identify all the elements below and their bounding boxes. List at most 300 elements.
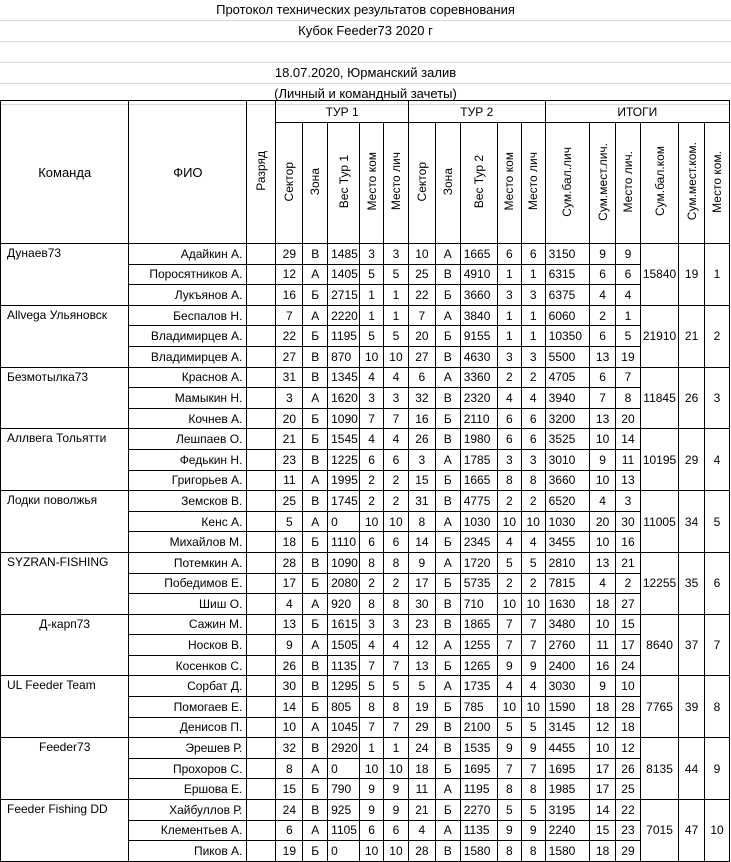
tour2-cell: 2: [497, 491, 521, 512]
total-personal-cell: 7815: [545, 573, 590, 594]
header-tour2: ТУР 2: [408, 101, 545, 123]
tour2-cell: 24: [408, 738, 435, 759]
team-name: SYZRAN-FISHING: [1, 552, 129, 614]
total-personal-cell: 9: [590, 676, 616, 697]
tour1-cell: 7: [360, 408, 384, 429]
tour2-cell: 1665: [460, 470, 497, 491]
participant-name: Кенс А.: [129, 511, 247, 532]
team-sum-place: 39: [679, 676, 705, 738]
tour1-cell: 29: [276, 244, 303, 265]
participant-rank: [247, 388, 276, 409]
tour2-cell: 8: [497, 841, 521, 862]
tour1-cell: 14: [276, 697, 303, 718]
total-personal-cell: 26: [616, 758, 641, 779]
team-sum-place: 35: [679, 552, 705, 614]
team-sum-ball: 12255: [640, 552, 678, 614]
total-personal-cell: 13: [590, 346, 616, 367]
tour2-cell: 4775: [460, 491, 497, 512]
tour2-cell: А: [435, 244, 460, 265]
tour1-cell: А: [303, 305, 328, 326]
table-row: [1, 244, 730, 265]
tour1-cell: 10: [384, 511, 409, 532]
total-personal-cell: 2: [616, 573, 641, 594]
tour1-cell: 27: [276, 346, 303, 367]
total-personal-cell: 3150: [545, 244, 590, 265]
tour2-cell: 10: [521, 594, 545, 615]
tour2-cell: 5735: [460, 573, 497, 594]
tour1-cell: 1345: [328, 367, 360, 388]
total-personal-cell: 16: [616, 532, 641, 553]
participant-name: Помогаев Е.: [129, 697, 247, 718]
tour2-cell: 4910: [460, 264, 497, 285]
total-personal-cell: 15: [590, 820, 616, 841]
tour1-cell: 10: [276, 717, 303, 738]
tour1-cell: 10: [360, 758, 384, 779]
total-personal-cell: 7: [590, 388, 616, 409]
tour1-cell: 2920: [328, 738, 360, 759]
tour2-cell: Б: [435, 800, 460, 821]
tour2-cell: 25: [408, 264, 435, 285]
tour2-cell: 1265: [460, 655, 497, 676]
tour1-cell: 6: [360, 532, 384, 553]
tour1-cell: В: [303, 676, 328, 697]
tour2-cell: 1195: [460, 779, 497, 800]
tour2-cell: 3: [497, 346, 521, 367]
participant-name: Победимов Е.: [129, 573, 247, 594]
total-personal-cell: 13: [590, 408, 616, 429]
total-personal-cell: 24: [616, 655, 641, 676]
team-place: 2: [705, 305, 730, 367]
total-personal-cell: 3145: [545, 717, 590, 738]
total-personal-cell: 1580: [545, 841, 590, 862]
tour1-cell: 1405: [328, 264, 360, 285]
total-personal-cell: 3195: [545, 800, 590, 821]
total-personal-cell: 3455: [545, 532, 590, 553]
header-t2-col: Зона: [435, 123, 460, 244]
total-personal-cell: 10: [590, 470, 616, 491]
header-tot-col: Место ком.: [705, 123, 730, 244]
table-row: [1, 305, 730, 326]
tour1-cell: 3: [384, 388, 409, 409]
tour2-cell: 1: [497, 305, 521, 326]
table-row: [1, 491, 730, 512]
team-place: 7: [705, 614, 730, 676]
tour1-cell: 4: [360, 635, 384, 656]
tour2-cell: 30: [408, 594, 435, 615]
tour1-cell: 2: [360, 470, 384, 491]
tour1-cell: 3: [360, 388, 384, 409]
tour2-cell: 6: [408, 367, 435, 388]
total-personal-cell: 3010: [545, 449, 590, 470]
tour2-cell: 2110: [460, 408, 497, 429]
participant-name: Адайкин А.: [129, 244, 247, 265]
tour2-cell: В: [435, 264, 460, 285]
tour2-cell: 3: [497, 285, 521, 306]
team-name: Лодки поволжья: [1, 491, 129, 553]
participant-rank: [247, 635, 276, 656]
tour2-cell: 1255: [460, 635, 497, 656]
tour2-cell: 7: [497, 635, 521, 656]
tour2-cell: 17: [408, 573, 435, 594]
total-personal-cell: 1695: [545, 758, 590, 779]
tour2-cell: 3840: [460, 305, 497, 326]
tour2-cell: 5: [521, 552, 545, 573]
total-personal-cell: 5: [616, 326, 641, 347]
tour1-cell: Б: [303, 326, 328, 347]
tour1-cell: 10: [384, 758, 409, 779]
participant-rank: [247, 800, 276, 821]
tour1-cell: 3: [384, 614, 409, 635]
tour1-cell: В: [303, 800, 328, 821]
participant-name: Земсков В.: [129, 491, 247, 512]
participant-name: Прохоров С.: [129, 758, 247, 779]
tour2-cell: 5: [521, 800, 545, 821]
tour1-cell: 2220: [328, 305, 360, 326]
tour2-cell: 1720: [460, 552, 497, 573]
tour1-cell: Б: [303, 408, 328, 429]
total-personal-cell: 28: [616, 697, 641, 718]
tour2-cell: 8: [408, 511, 435, 532]
tour2-cell: А: [435, 552, 460, 573]
total-personal-cell: 14: [590, 800, 616, 821]
participant-rank: [247, 491, 276, 512]
tour1-cell: 5: [360, 676, 384, 697]
tour1-cell: 1: [384, 305, 409, 326]
tour1-cell: 2: [384, 573, 409, 594]
tour2-cell: 3: [521, 285, 545, 306]
results-table: [0, 100, 730, 862]
team-sum-place: 47: [679, 800, 705, 862]
tour1-cell: В: [303, 738, 328, 759]
tour2-cell: 5: [497, 717, 521, 738]
total-personal-cell: 3525: [545, 429, 590, 450]
tour1-cell: В: [303, 449, 328, 470]
tour1-cell: 10: [360, 511, 384, 532]
total-personal-cell: 6520: [545, 491, 590, 512]
participant-rank: [247, 717, 276, 738]
team-place: 8: [705, 676, 730, 738]
tour2-cell: 9: [497, 820, 521, 841]
tour1-cell: 9: [384, 800, 409, 821]
total-personal-cell: 6: [616, 264, 641, 285]
tour2-cell: 13: [408, 655, 435, 676]
team-sum-ball: 11845: [640, 367, 678, 429]
title-line-1: Протокол технических результатов соревнования: [0, 0, 731, 21]
total-personal-cell: 1: [616, 305, 641, 326]
total-personal-cell: 6: [590, 367, 616, 388]
header-fio: ФИО: [129, 101, 247, 244]
header-t1-col: Место ком: [360, 123, 384, 244]
tour1-cell: 925: [328, 800, 360, 821]
tour1-cell: 25: [276, 491, 303, 512]
tour1-cell: 4: [384, 429, 409, 450]
tour1-cell: 5: [384, 676, 409, 697]
tour2-cell: В: [435, 738, 460, 759]
total-personal-cell: 13: [616, 470, 641, 491]
tour2-cell: 2: [521, 367, 545, 388]
title-line-4: 18.07.2020, Юрманский залив: [0, 63, 731, 84]
tour1-cell: 6: [276, 820, 303, 841]
table-row: [1, 552, 730, 573]
tour1-cell: А: [303, 594, 328, 615]
tour2-cell: 9: [521, 655, 545, 676]
total-personal-cell: 22: [616, 800, 641, 821]
tour2-cell: 5: [521, 717, 545, 738]
tour1-cell: 8: [360, 552, 384, 573]
tour2-cell: В: [435, 717, 460, 738]
tour2-cell: 6: [497, 244, 521, 265]
tour1-cell: Б: [303, 779, 328, 800]
total-personal-cell: 4705: [545, 367, 590, 388]
tour2-cell: 710: [460, 594, 497, 615]
header-totals: ИТОГИ: [545, 101, 729, 123]
tour2-cell: 5: [497, 552, 521, 573]
total-personal-cell: 12: [616, 738, 641, 759]
tour2-cell: 2: [521, 573, 545, 594]
title-line-5: (Личный и командный зачеты): [0, 84, 731, 105]
tour1-cell: 26: [276, 655, 303, 676]
participant-rank: [247, 552, 276, 573]
tour1-cell: 21: [276, 429, 303, 450]
tour2-cell: 10: [497, 697, 521, 718]
total-personal-cell: 3660: [545, 470, 590, 491]
team-sum-ball: 10195: [640, 429, 678, 491]
team-place: 3: [705, 367, 730, 429]
header-t1-col: Зона: [303, 123, 328, 244]
total-personal-cell: 30: [616, 511, 641, 532]
tour2-cell: 1535: [460, 738, 497, 759]
tour2-cell: 1980: [460, 429, 497, 450]
tour1-cell: В: [303, 346, 328, 367]
tour1-cell: 2715: [328, 285, 360, 306]
team-name: Feeder Fishing DD: [1, 800, 129, 862]
tour1-cell: 6: [360, 820, 384, 841]
total-personal-cell: 3200: [545, 408, 590, 429]
tour1-cell: Б: [303, 614, 328, 635]
tour1-cell: Б: [303, 532, 328, 553]
participant-rank: [247, 594, 276, 615]
tour2-cell: 6: [521, 429, 545, 450]
tour1-cell: 19: [276, 841, 303, 862]
tour2-cell: Б: [435, 758, 460, 779]
tour2-cell: 1580: [460, 841, 497, 862]
tour2-cell: 9: [521, 820, 545, 841]
total-personal-cell: 10: [590, 532, 616, 553]
header-t2-col: Место ком: [497, 123, 521, 244]
participant-name: Денисов П.: [129, 717, 247, 738]
participant-rank: [247, 429, 276, 450]
participant-name: Сажин М.: [129, 614, 247, 635]
tour2-cell: 26: [408, 429, 435, 450]
tour2-cell: 19: [408, 697, 435, 718]
total-personal-cell: 4455: [545, 738, 590, 759]
tour2-cell: 7: [521, 758, 545, 779]
tour1-cell: 8: [360, 594, 384, 615]
tour1-cell: 1045: [328, 717, 360, 738]
team-place: 9: [705, 738, 730, 800]
team-name: Безмотылка73: [1, 367, 129, 429]
tour1-cell: В: [303, 244, 328, 265]
tour2-cell: Б: [435, 285, 460, 306]
tour2-cell: 1865: [460, 614, 497, 635]
participant-rank: [247, 326, 276, 347]
team-place: 10: [705, 800, 730, 862]
tour1-cell: 9: [360, 800, 384, 821]
tour2-cell: В: [435, 841, 460, 862]
total-personal-cell: 4: [616, 285, 641, 306]
tour1-cell: А: [303, 470, 328, 491]
team-name: Дунаев73: [1, 244, 129, 306]
tour1-cell: 9: [360, 779, 384, 800]
tour2-cell: 8: [521, 779, 545, 800]
tour1-cell: 1195: [328, 326, 360, 347]
tour2-cell: 7: [497, 758, 521, 779]
tour1-cell: 870: [328, 346, 360, 367]
total-personal-cell: 12: [590, 717, 616, 738]
tour1-cell: 920: [328, 594, 360, 615]
tour1-cell: 10: [360, 841, 384, 862]
tour1-cell: 1505: [328, 635, 360, 656]
tour1-cell: 1620: [328, 388, 360, 409]
tour1-cell: 7: [384, 655, 409, 676]
team-name: Feeder73: [1, 738, 129, 800]
team-sum-ball: 8640: [640, 614, 678, 676]
tour1-cell: 2: [360, 491, 384, 512]
participant-rank: [247, 285, 276, 306]
total-personal-cell: 2760: [545, 635, 590, 656]
tour2-cell: 7: [521, 614, 545, 635]
participant-name: Лешпаев О.: [129, 429, 247, 450]
tour1-cell: 3: [360, 614, 384, 635]
tour1-cell: 2: [384, 491, 409, 512]
total-personal-cell: 17: [590, 779, 616, 800]
total-personal-cell: 9: [590, 244, 616, 265]
tour1-cell: 1090: [328, 408, 360, 429]
total-personal-cell: 3: [616, 491, 641, 512]
tour2-cell: 5: [408, 676, 435, 697]
team-sum-place: 21: [679, 305, 705, 367]
total-personal-cell: 25: [616, 779, 641, 800]
total-personal-cell: 10350: [545, 326, 590, 347]
tour2-cell: 6: [521, 408, 545, 429]
tour2-cell: 4: [521, 676, 545, 697]
tour1-cell: 7: [276, 305, 303, 326]
tour1-cell: 4: [384, 367, 409, 388]
tour2-cell: 3: [521, 449, 545, 470]
tour2-cell: 1: [497, 326, 521, 347]
tour1-cell: 790: [328, 779, 360, 800]
team-sum-ball: 7015: [640, 800, 678, 862]
total-personal-cell: 17: [616, 635, 641, 656]
tour2-cell: 7: [521, 635, 545, 656]
tour2-cell: 1665: [460, 244, 497, 265]
tour2-cell: 14: [408, 532, 435, 553]
tour2-cell: 11: [408, 779, 435, 800]
tour2-cell: 785: [460, 697, 497, 718]
tour2-cell: 4: [408, 820, 435, 841]
total-personal-cell: 1030: [545, 511, 590, 532]
team-sum-place: 44: [679, 738, 705, 800]
participant-name: Григорьев А.: [129, 470, 247, 491]
tour2-cell: Б: [435, 326, 460, 347]
tour1-cell: 20: [276, 408, 303, 429]
total-personal-cell: 21: [616, 552, 641, 573]
tour2-cell: 32: [408, 388, 435, 409]
tour1-cell: А: [303, 264, 328, 285]
tour2-cell: 2: [497, 573, 521, 594]
team-sum-place: 29: [679, 429, 705, 491]
tour2-cell: 20: [408, 326, 435, 347]
tour2-cell: Б: [435, 470, 460, 491]
team-sum-place: 34: [679, 491, 705, 553]
tour2-cell: 1: [521, 305, 545, 326]
tour2-cell: 2: [497, 367, 521, 388]
participant-name: Поросятников А.: [129, 264, 247, 285]
total-personal-cell: 1630: [545, 594, 590, 615]
tour2-cell: 3: [408, 449, 435, 470]
tour2-cell: А: [435, 367, 460, 388]
tour1-cell: 1295: [328, 676, 360, 697]
participant-name: Эрешев Р.: [129, 738, 247, 759]
tour1-cell: 4: [276, 594, 303, 615]
participant-rank: [247, 532, 276, 553]
tour2-cell: 2320: [460, 388, 497, 409]
tour2-cell: 8: [521, 841, 545, 862]
tour2-cell: 4: [497, 532, 521, 553]
tour1-cell: 1: [360, 738, 384, 759]
total-personal-cell: 23: [616, 820, 641, 841]
team-sum-ball: 15840: [640, 244, 678, 306]
tour1-cell: 1110: [328, 532, 360, 553]
tour2-cell: А: [435, 511, 460, 532]
tour1-cell: В: [303, 367, 328, 388]
participant-rank: [247, 655, 276, 676]
total-personal-cell: 18: [590, 841, 616, 862]
tour1-cell: 3: [276, 388, 303, 409]
participant-rank: [247, 779, 276, 800]
total-personal-cell: 10: [590, 614, 616, 635]
header-tot-col: Место лич.: [616, 123, 641, 244]
total-personal-cell: 6: [590, 264, 616, 285]
tour1-cell: 31: [276, 367, 303, 388]
tour2-cell: 29: [408, 717, 435, 738]
total-personal-cell: 11: [590, 635, 616, 656]
tour2-cell: 5: [497, 800, 521, 821]
team-sum-place: 26: [679, 367, 705, 429]
tour2-cell: 1: [497, 264, 521, 285]
tour1-cell: 7: [360, 655, 384, 676]
participant-rank: [247, 408, 276, 429]
total-personal-cell: 13: [590, 552, 616, 573]
header-tot-col: Сум.бал.ком: [640, 123, 678, 244]
total-personal-cell: 1590: [545, 697, 590, 718]
participant-rank: [247, 820, 276, 841]
header-tour1: ТУР 1: [276, 101, 409, 123]
tour2-cell: 3660: [460, 285, 497, 306]
tour2-cell: 10: [497, 594, 521, 615]
tour1-cell: А: [303, 635, 328, 656]
table-row: [1, 367, 730, 388]
tour1-cell: 11: [276, 470, 303, 491]
total-personal-cell: 6375: [545, 285, 590, 306]
tour1-cell: 7: [384, 408, 409, 429]
tour1-cell: 4: [384, 635, 409, 656]
tour1-cell: 8: [360, 697, 384, 718]
participant-name: Федькин Н.: [129, 449, 247, 470]
total-personal-cell: 10: [616, 676, 641, 697]
participant-rank: [247, 244, 276, 265]
tour1-cell: 4: [360, 367, 384, 388]
